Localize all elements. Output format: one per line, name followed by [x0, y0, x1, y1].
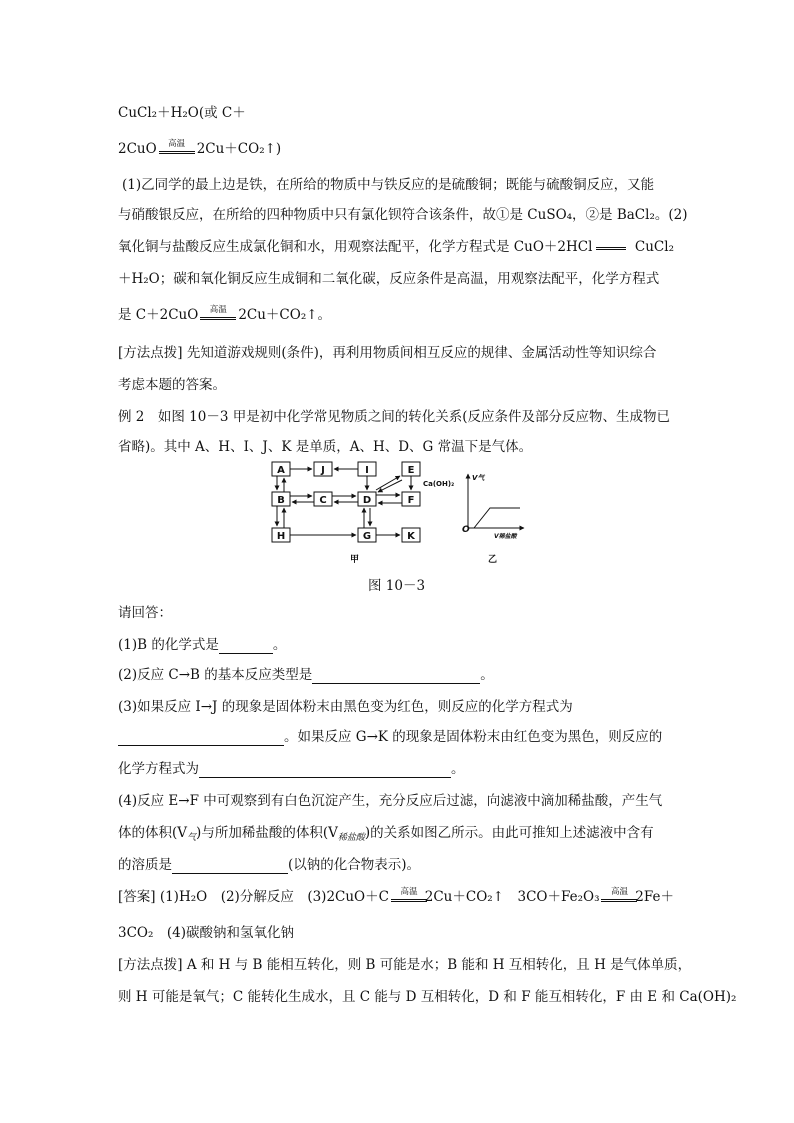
- explain-line3: 氧化铜与盐酸反应生成氯化铜和水，用观察法配平，化学方程式是 CuO＋2HCl CuCl₂: [118, 239, 674, 255]
- label-j: J: [321, 465, 325, 476]
- high-temp-condition: 高温: [159, 140, 195, 158]
- label-d: D: [362, 495, 372, 506]
- label-e: E: [407, 465, 415, 476]
- equals-sign: [596, 238, 626, 256]
- high-temp-condition: 高温: [200, 306, 236, 324]
- question-3-line3: 化学方程式为 。: [118, 761, 465, 777]
- question-prompt: 请回答：: [118, 605, 172, 621]
- label-i: I: [365, 465, 369, 476]
- axis-x-label: V稀盐酸: [494, 533, 517, 540]
- question-4-line3: 的溶质是 (以钠的化合物表示)。: [118, 857, 421, 873]
- axis-origin: O: [462, 525, 470, 535]
- explain-line1: (1)乙同学的最上边是铁，在所给的物质中与铁反应的是硫酸铜；既能与硫酸铜反应，又能: [122, 177, 655, 193]
- product: 2Cu＋CO₂↑): [196, 141, 282, 157]
- answer-blank: [199, 763, 451, 778]
- answer-blank: [219, 639, 273, 654]
- question-3-line2: 。如果反应 G→K 的现象是固体粉末由红色变为黑色，则反应的: [118, 728, 662, 746]
- label-b: B: [277, 495, 285, 506]
- explain-line5: 是 C＋2CuO 高温 2Cu＋CO₂↑。: [118, 305, 332, 323]
- label-c: C: [319, 495, 327, 506]
- question-4-line2: 体的体积$(V_气)$与所加稀盐酸的体积$(V_{稀盐酸})$的关系如图乙所示。由此可推知上述滤液中含有: [118, 825, 654, 843]
- answer-line1: [答案] (1)H₂O (2)分解反应 (3)2CuO＋C 高温 2Cu＋CO₂↑ 3CO＋Fe₂O₃ 高温 2Fe＋: [118, 887, 674, 905]
- answer-blank: [118, 731, 284, 746]
- label-caoh2: Ca(OH)₂: [423, 480, 455, 488]
- label-k: K: [407, 531, 415, 542]
- explain-line4: ＋H₂O；碳和氧化铜反应生成铜和二氧化碳，反应条件是高温，用观察法配平，化学方程式: [118, 271, 660, 287]
- question-1: (1)B 的化学式是 。: [118, 637, 287, 653]
- example-line2: 省略)。其中 A、H、I、J、K 是单质，A、H、D、G 常温下是气体。: [118, 439, 533, 455]
- high-temp-condition: 高温: [391, 888, 423, 906]
- label-a: A: [277, 465, 285, 476]
- label-g: G: [362, 531, 372, 542]
- method-tip-line1: [方法点拨] 先知道游戏规则(条件)，再利用物质间相互反应的规律、金属活动性等知识综合: [118, 345, 657, 361]
- label-f: F: [407, 495, 415, 506]
- answer-blank: [312, 669, 480, 684]
- method-tip2-line1: [方法点拨] A 和 H 与 B 能相互转化，则 B 可能是水；B 能和 H 互相转化，且 H 是气体单质，: [118, 957, 692, 973]
- label-jia: 甲: [350, 555, 360, 565]
- conversion-diagram: [262, 458, 526, 566]
- axis-y-label: V气: [472, 474, 485, 482]
- high-temp-condition: 高温: [601, 888, 633, 906]
- label-yi: 乙: [488, 555, 498, 565]
- figure-caption: 图 10－3: [368, 578, 426, 594]
- equation-fragment-line1: CuCl₂＋H₂O(或 C＋: [118, 105, 246, 121]
- label-h: H: [276, 531, 286, 542]
- explain-line2: 与硝酸银反应，在所给的四种物质中只有氯化钡符合该条件，故①是 CuSO₄，②是 BaCl₂。(2): [118, 207, 688, 223]
- answer-blank: [172, 859, 288, 874]
- question-2: (2)反应 C→B 的基本反应类型是 。: [118, 667, 494, 683]
- answer-line2: 3CO₂ (4)碳酸钠和氢氧化钠: [118, 925, 295, 941]
- question-4-line1: (4)反应 E→F 中可观察到有白色沉淀产生，充分反应后过滤，向滤液中滴加稀盐酸，产生气: [118, 793, 663, 809]
- reactant: 2CuO: [118, 141, 157, 157]
- question-3-line1: (3)如果反应 I→J 的现象是固体粉末由黑色变为红色，则反应的化学方程式为: [118, 699, 573, 715]
- method-tip-line2: 考虑本题的答案。: [118, 377, 226, 393]
- equation-fragment-line2: [118, 140, 281, 158]
- method-tip2-line2: 则 H 可能是氧气；C 能转化生成水，且 C 能与 D 互相转化，D 和 F 能互相转化，F 由 E 和 Ca(OH)₂: [118, 989, 737, 1005]
- example-line1: 例 2 如图 10－3 甲是初中化学常见物质之间的转化关系(反应条件及部分反应物、生成物已: [118, 409, 670, 425]
